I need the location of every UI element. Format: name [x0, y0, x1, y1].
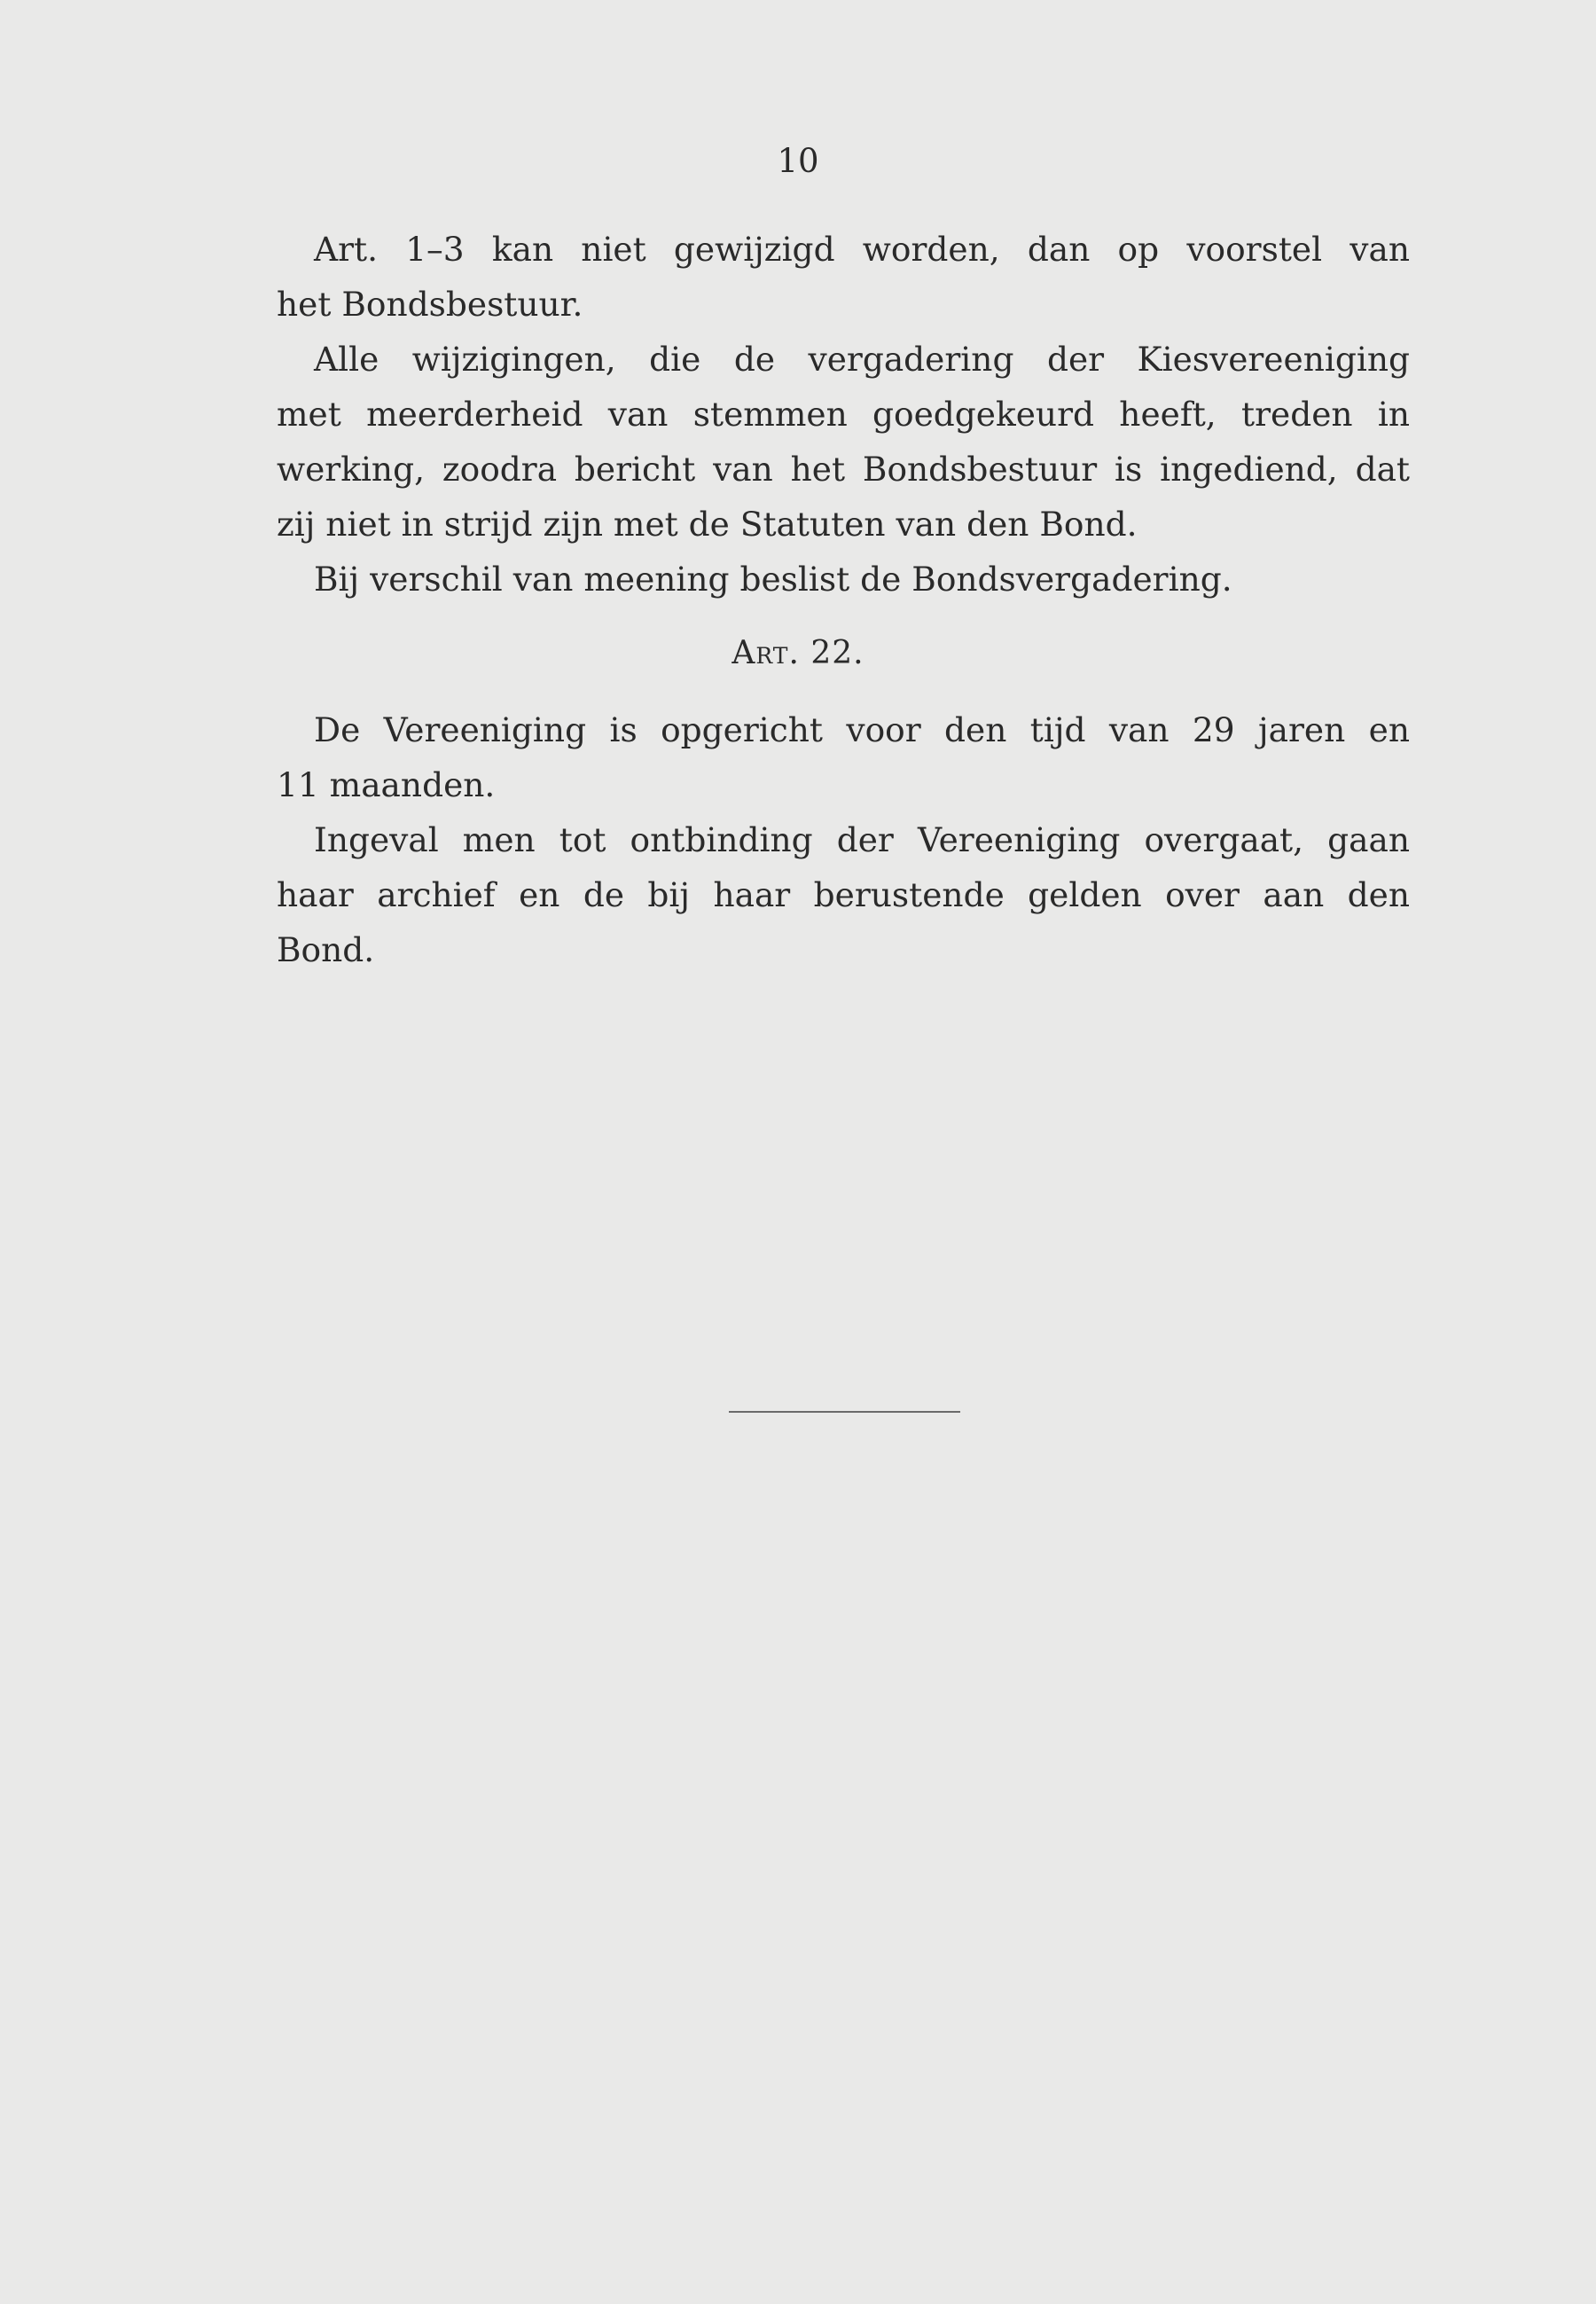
article-heading: Art. 22. — [732, 635, 864, 671]
page-number: 10 — [777, 142, 819, 180]
end-rule-divider — [729, 1411, 960, 1413]
text-line: Art. 1–3 kan niet gewijzigd worden, dan op voorstel van — [314, 230, 1410, 269]
text-line: haar archief en de bij haar berustende gelden over aan den — [277, 875, 1410, 914]
text-line: werking, zoodra bericht van het Bondsbestuur is ingediend, dat — [277, 450, 1410, 489]
article-22-body — [277, 702, 1410, 977]
text-line: Bij verschil van meening beslist de Bondsvergadering. — [314, 560, 1232, 599]
text-line: 11 maanden. — [277, 765, 496, 804]
text-line: met meerderheid van stemmen goedgekeurd heeft, treden in — [277, 395, 1410, 434]
text-line: het Bondsbestuur. — [277, 285, 583, 324]
article-21-continuation — [277, 222, 1410, 607]
text-line: De Vereeniging is opgericht voor den tijd van 29 jaren en — [314, 710, 1410, 749]
text-line: Ingeval men tot ontbinding der Vereeniging overgaat, gaan — [314, 820, 1410, 859]
text-line: zij niet in strijd zijn met de Statuten van den Bond. — [277, 505, 1138, 544]
text-line: Bond. — [277, 930, 375, 969]
text-line: Alle wijzigingen, die de vergadering der Kiesvereeniging — [314, 340, 1410, 379]
